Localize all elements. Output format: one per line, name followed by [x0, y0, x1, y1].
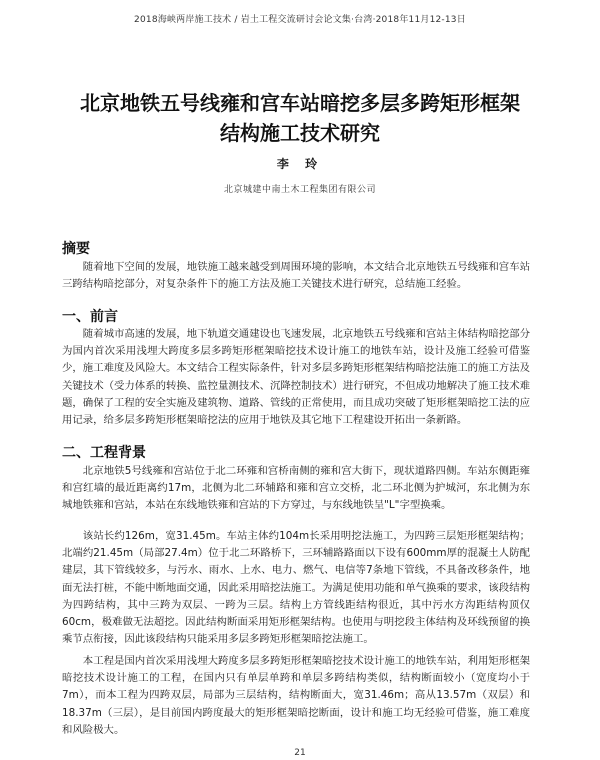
background-paragraph-1: 北京地铁5号线雍和宫站位于北二环雍和宫桥南侧的雍和宫大街下，现状道路四侧。车站东侧距雍和宫红墙的最近距离约17m，北侧为北二环辅路和雍和宫立交桥，北二环北侧为护城河，东北侧为东城地铁雍和宫站，本站在东线地铁雍和宫站的下方穿过，与东线地铁呈"L"字型换乘。 [62, 465, 530, 512]
page-number: 21 [294, 748, 306, 758]
section-heading-background: 二、工程背景 [62, 445, 146, 461]
abstract-text: 随着地下空间的发展，地铁施工越来越受到周围环境的影响，本文结合北京地铁五号线雍和宫车站三跨结构暗挖部分，对复杂条件下的施工方法及施工关键技术进行研究，总结施工经验。 [62, 261, 530, 291]
background-paragraph-3: 本工程是国内首次采用浅埋大跨度多层多跨矩形框架暗挖技术设计施工的地铁车站，利用矩形框架暗挖技术设计施工的工程，在国内只有单层单跨和单层多跨结构类似，结构断面较小（宽度均小于7m），而本工程为四跨双层，局部为三层结构，结构断面大，宽31.46m；高从13.57m（双层）和18.37m（三层），是目前国内跨度最大的矩形框架暗挖断面，设计和施工均无经验可借鉴，施工难度和风险极大。 [62, 655, 530, 736]
author-name: 李 玲 [276, 157, 324, 171]
title-line-1: 北京地铁五号线雍和宫车站暗挖多层多跨矩形框架 [80, 91, 520, 115]
section-heading-preface: 一、前言 [62, 309, 118, 325]
paper-title [40, 88, 560, 148]
title-line-2: 结构施工技术研究 [220, 121, 380, 145]
preface-paragraph: 随着城市高速的发展，地下轨道交通建设也飞速发展，北京地铁五号线雍和宫站主体结构暗挖部分为国内首次采用浅埋大跨度多层多跨矩形框架暗挖技术设计施工的地铁车站，设计及施工经验可借鉴少，施工难度及风险大。本文结合工程实际条件，针对多层多跨矩形框架结构暗挖法施工的施工方法及关键技术（受力体系的转换、监控量测技术、沉降控制技术）进行研究，不但成功地解决了施工技术难题，确保了工程的安全实施及建筑物、道路、管线的正常使用，而且成功突破了矩形框架暗挖工法的应用记录，给多层多跨矩形框架暗挖法的应用于地铁及其它地下工程建设开拓出一条新路。 [62, 328, 530, 427]
abstract-heading: 摘要 [62, 241, 90, 257]
background-paragraph-2: 该站长约126m，宽31.45m。车站主体约104m长采用明挖法施工，为四跨三层矩形框架结构；北端约21.45m（局部27.4m）位于北二环路桥下，三环辅路路面以下设有600mm厚的混凝土人防配建层，其下管线较多，与污水、雨水、上水、电力、燃气、电信等7条地下管线，不具备改移条件，地面无法打桩，不能中断地面交通，因此采用暗挖法施工。为满足使用功能和单气换乘的要求，该段结构为四跨结构，其中三跨为双层、一跨为三层。结构上方管线距结构很近，其中污水方沟距结构顶仅60cm，极难做无法超挖。因此结构断面采用矩形框架结构。也使用与明挖段主体结构及环线预留的换乘节点衔接，因此该段结构只能采用多层多跨矩形框架暗挖法施工。 [62, 530, 530, 646]
author-affiliation: 北京城建中南土木工程集团有限公司 [223, 185, 376, 195]
running-header: 2018海峡两岸施工技术 / 岩土工程交流研讨会论文集·台湾·2018年11月12-13日 [134, 15, 466, 25]
